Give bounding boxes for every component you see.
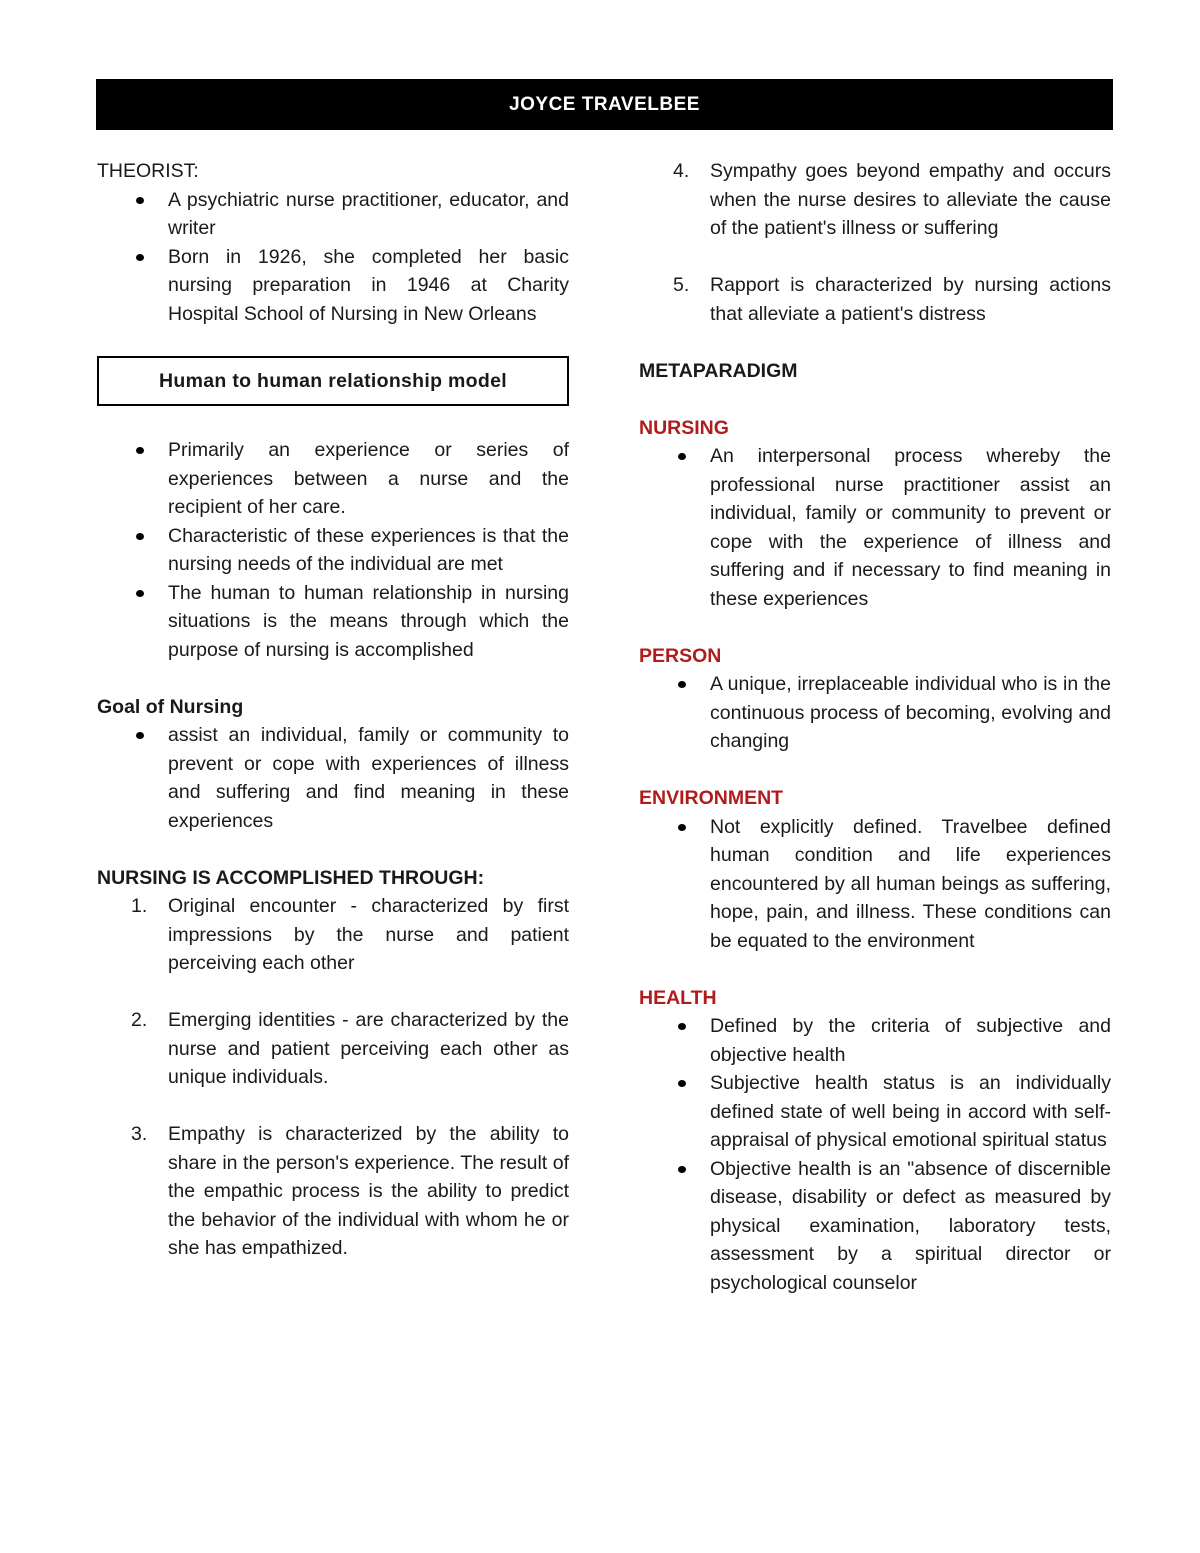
accomplished-heading: NURSING IS ACCOMPLISHED THROUGH:: [97, 866, 485, 889]
list-item: Defined by the criteria of subjective and objective health: [639, 1012, 1111, 1069]
person-list: [639, 670, 1111, 756]
phase-text: Emerging identities - are characterized by the nurse and patient perceiving each other as unique individuals.: [168, 1009, 569, 1088]
list-item: A unique, irreplaceable individual who is in the continuous process of becoming, evolving and changing: [639, 670, 1111, 756]
list-item: An interpersonal process whereby the professional nurse practitioner assist an individual, family or community to prevent or cope with the experience of illness and suffering and if necessary to find meaning in these experiences: [639, 442, 1111, 613]
phase-item: [97, 1006, 569, 1092]
document-title: JOYCE TRAVELBEE: [96, 79, 1113, 130]
list-item: Not explicitly defined. Travelbee defined human condition and life experiences encountered by all human beings as suffering, hope, pain, and illness. These conditions can be equated to the environment: [639, 813, 1111, 956]
left-column: [97, 157, 569, 1263]
health-heading: HEALTH: [639, 986, 717, 1009]
model-heading-box: [97, 356, 569, 406]
metaparadigm-heading: METAPARADIGM: [639, 359, 798, 382]
theorist-label: THEORIST:: [97, 160, 199, 182]
phase-number: 3.: [131, 1123, 148, 1145]
model-list: [97, 436, 569, 664]
nursing-list: [639, 442, 1111, 613]
list-item: Primarily an experience or series of experiences between a nurse and the recipient of her care.: [97, 436, 569, 522]
list-item: Born in 1926, she completed her basic nursing preparation in 1946 at Charity Hospital School of Nursing in New Orleans: [97, 243, 569, 329]
phase-text: Sympathy goes beyond empathy and occurs when the nurse desires to alleviate the cause of the patient's illness or suffering: [710, 160, 1111, 239]
list-item: Objective health is an "absence of discernible disease, disability or defect as measured by physical examination, laboratory tests, assessment by a spiritual director or psychological counselor: [639, 1155, 1111, 1298]
list-item: Subjective health status is an individually defined state of well being in accord with self-appraisal of physical emotional spiritual status: [639, 1069, 1111, 1155]
phase-list-left: [97, 892, 569, 1263]
health-list: [639, 1012, 1111, 1297]
nursing-heading: NURSING: [639, 416, 729, 439]
theorist-list: [97, 186, 569, 329]
phase-item: [97, 1120, 569, 1263]
model-heading: Human to human relationship model: [159, 369, 507, 392]
phase-item: [97, 892, 569, 978]
phase-number: 5.: [673, 274, 690, 296]
phase-number: 4.: [673, 160, 690, 182]
list-item: The human to human relationship in nursing situations is the means through which the purpose of nursing is accomplished: [97, 579, 569, 665]
list-item: Characteristic of these experiences is that the nursing needs of the individual are met: [97, 522, 569, 579]
phase-number: 1.: [131, 895, 148, 917]
phase-item: [639, 157, 1111, 243]
phase-list-right: [639, 157, 1111, 328]
phase-text: Empathy is characterized by the ability to share in the person's experience. The result of the empathic process is the ability to predict the behavior of the individual with whom he or she has empathized.: [168, 1123, 569, 1259]
environment-list: [639, 813, 1111, 956]
phase-text: Rapport is characterized by nursing actions that alleviate a patient's distress: [710, 274, 1111, 325]
right-column: [639, 157, 1111, 1297]
phase-text: Original encounter - characterized by first impressions by the nurse and patient perceiving each other: [168, 895, 569, 974]
phase-item: [639, 271, 1111, 328]
phase-number: 2.: [131, 1009, 148, 1031]
list-item: A psychiatric nurse practitioner, educator, and writer: [97, 186, 569, 243]
environment-heading: ENVIRONMENT: [639, 787, 784, 809]
goal-heading: Goal of Nursing: [97, 695, 244, 718]
goal-list: [97, 721, 569, 835]
person-heading: PERSON: [639, 644, 722, 667]
list-item: assist an individual, family or community to prevent or cope with experiences of illness and suffering and find meaning in these experiences: [97, 721, 569, 835]
